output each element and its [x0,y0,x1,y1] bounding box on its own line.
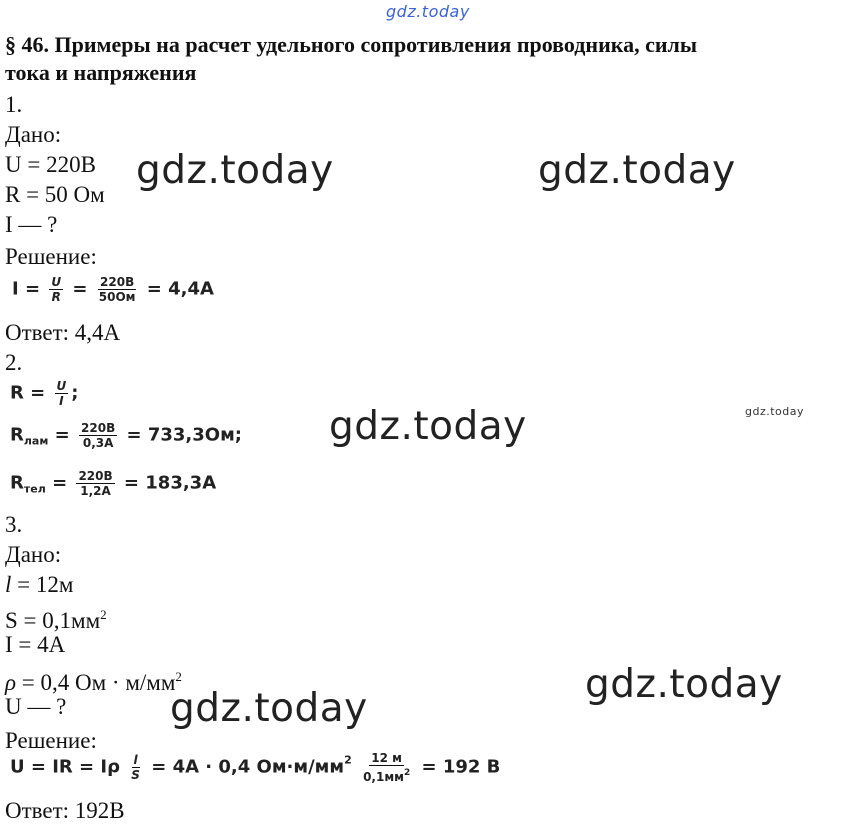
problem3-find-u: U — ? [5,694,67,719]
problem3-given-s [5,602,107,634]
problem3-given-l [5,572,73,598]
fraction-numerator: 220В [78,469,113,483]
fraction-values [361,751,412,784]
formula-eq2: = [72,278,88,300]
value-s: S = 0,1мм [5,608,101,633]
formula-lhs: R [10,472,24,494]
fraction-l-over-s [129,753,142,782]
problem2-formula-r [10,379,78,408]
formula-mid: = 4А · 0,4 Ом·м/мм [151,756,345,778]
problem1-given-r: R = 50 Ом [5,182,105,207]
formula-result: = 192 В [421,756,501,778]
fraction-numerator: 220В [100,275,135,289]
problem1-find-i: I — ? [5,212,58,237]
problem2-formula-heater [10,469,216,498]
value-l: = 12м [11,572,74,597]
fraction-numerator: 12 м [371,751,402,765]
problem2-formula-lamp [10,421,242,450]
exponent-mid: 2 [344,753,352,767]
fraction-values [97,275,138,304]
watermark-1: gdz.today [136,148,334,193]
subscript-lamp: лам [23,434,49,448]
formula-lhs: U = IR = Iρ [10,756,120,778]
fraction-denominator [361,766,412,784]
fraction-numerator: l [133,753,138,767]
problem3-given-label: Дано: [5,542,62,567]
symbol-rho: ρ [5,670,17,695]
problem2-number: 2. [5,350,23,375]
formula-result: = 183,3А [123,472,217,494]
watermark-small: gdz.today [745,405,805,418]
watermark-2: gdz.today [538,148,736,193]
problem1-solution-label: Решение: [5,244,97,269]
problem3-given-rho [5,664,182,696]
denominator-exponent: 2 [403,768,411,778]
value-rho: = 0,4 Ом · м/мм [16,670,176,695]
problem1-answer: Ответ: 4,4А [5,320,121,345]
watermark-5: gdz.today [170,686,368,731]
subscript-heater: тел [23,482,46,496]
problem1-formula [12,275,214,304]
fraction-lamp [79,421,117,450]
fraction-numerator: U [56,379,67,393]
formula-lhs: R = [10,382,46,404]
fraction-denominator: S [131,768,140,782]
formula-eq: = [54,424,70,446]
symbol-l: l [5,572,12,597]
watermark-3: gdz.today [329,404,527,449]
problem3-answer: Ответ: 192В [5,798,125,823]
fraction-u-over-r [49,275,63,304]
section-title-line2: тока и напряжения [5,60,197,85]
problem1-given-label: Дано: [5,122,62,147]
problem3-formula [10,751,500,784]
exponent-rho: 2 [175,669,182,684]
formula-tail: ; [71,382,79,404]
watermark-4: gdz.today [585,662,783,707]
fraction-denominator: I [59,394,64,408]
problem3-given-i: I = 4А [5,632,66,657]
problem3-number: 3. [5,512,23,537]
problem1-given-u: U = 220В [5,152,96,177]
fraction-denominator: 1,2А [80,484,111,498]
denominator-value: 0,1мм [363,770,404,784]
fraction-denominator: R [51,290,61,304]
fraction-denominator: 50Ом [98,290,136,304]
formula-result: = 733,3Ом; [126,424,242,446]
formula-lhs: R [10,424,24,446]
formula-result: = 4,4А [146,278,214,300]
formula-eq: = [24,278,41,300]
fraction-numerator: U [51,275,62,289]
fraction-u-over-i [55,379,69,408]
watermark-top: gdz.today [386,2,470,21]
fraction-heater [76,469,114,498]
formula-lhs: I [12,278,19,300]
formula-eq: = [52,472,68,494]
exponent-s: 2 [100,607,107,622]
section-title-line1: § 46. Примеры на расчет удельного сопротивления проводника, силы [5,32,698,57]
problem3-solution-label: Решение: [5,728,97,753]
problem1-number: 1. [5,92,23,117]
fraction-denominator: 0,3А [82,436,114,450]
fraction-numerator: 220В [81,421,116,435]
